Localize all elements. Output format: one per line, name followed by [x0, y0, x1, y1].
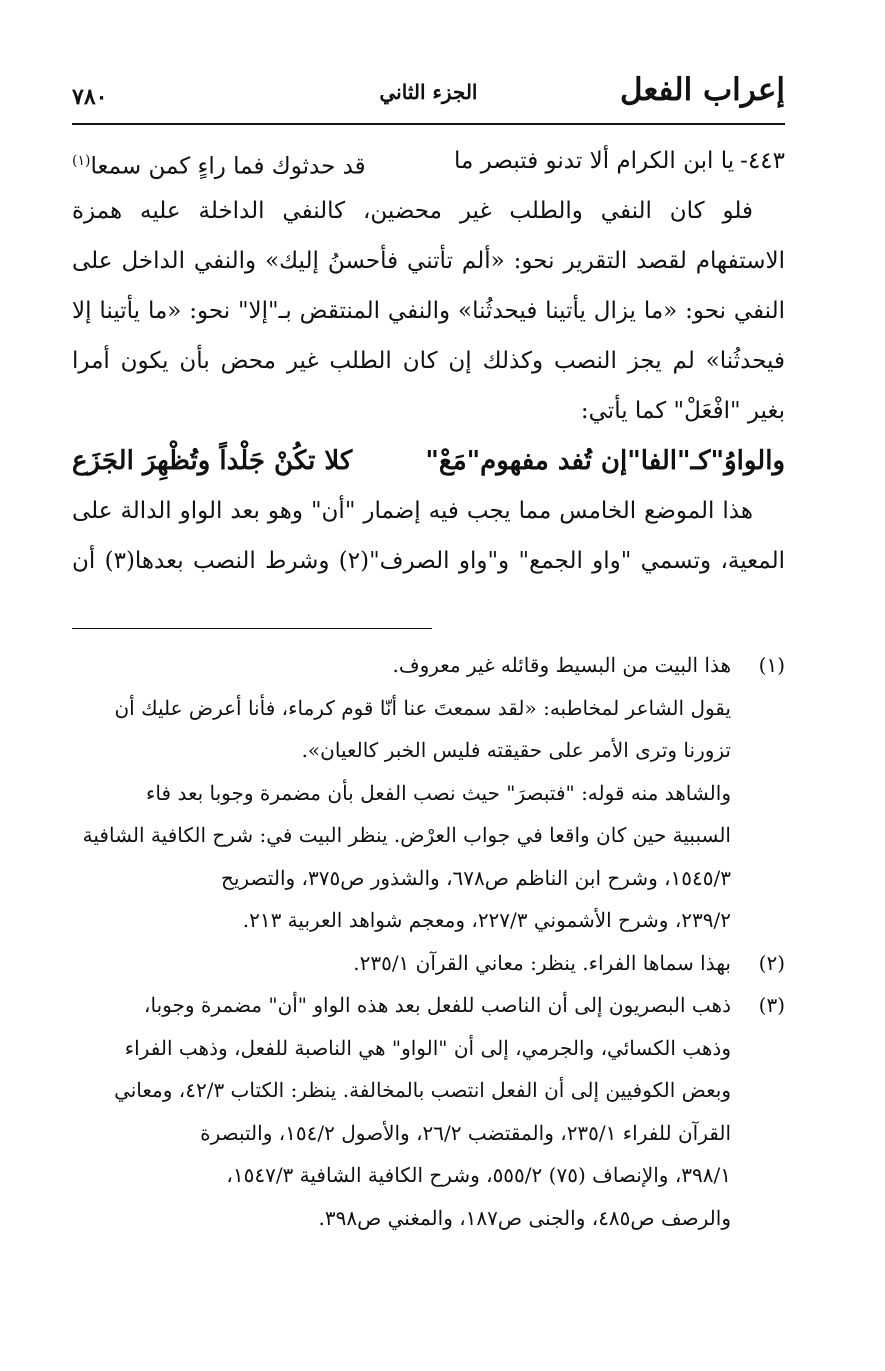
footnote-rule — [72, 628, 432, 629]
footnote-label: (١) — [758, 653, 785, 677]
footnote-1-line: يقول الشاعر لمخاطبه: «لقد سمعتَ عنا أنّا قوم كرماء، فأنا أعرض عليك أن — [114, 695, 731, 720]
verse-number: ٤٤٣- — [740, 148, 785, 174]
text-line: النفي نحو: «ما يزال يأتينا فيحدثُنا» والنفي المنتقض بـ"إلا" نحو: «ما يأتينا إلا — [72, 298, 785, 324]
footnote-3-line: وذهب الكسائي، والجرمي، إلى أن "الواو" هي الناصبة للفعل، وذهب الفراء — [124, 1035, 731, 1060]
running-header — [72, 66, 785, 114]
footnote-ref-1: (١) — [72, 153, 91, 169]
book-title: إعراب الفعل — [620, 72, 785, 108]
verse-second-half: قد حدثوك فما راءٍ كمن سمعا$^{(١)}$ — [72, 153, 366, 180]
text-line: هذا الموضع الخامس مما يجب فيه إضمار "أن" وهو بعد الواو الدالة على — [72, 498, 753, 524]
footnotes — [72, 644, 785, 1239]
footnote-3-line: والرصف ص٤٨٥، والجنى ص١٨٧، والمغني ص٣٩٨. — [318, 1205, 731, 1230]
poem-first-half: والواوُ"كـ"الفا"إن تُفد مفهوم"مَعْ" — [425, 446, 785, 476]
text-line: فيحدثُنا» لم يجز النصب وكذلك إن كان الطلب غير محض بأن يكون أمرا — [72, 348, 785, 374]
main-text — [72, 136, 785, 586]
footnote-3-line: وبعض الكوفيين إلى أن الفعل انتصب بالمخالفة. ينظر: الكتاب ٤٢/٣، ومعاني — [114, 1078, 731, 1102]
footnote-label: (٢) — [758, 950, 785, 975]
text-line: المعية، وتسمي "واو الجمع" و"واو الصرف"(٢) وشرط النصب بعدها(٣) أن — [72, 548, 785, 574]
footnote-1-line: ١٥٤٥/٣، وشرح ابن الناظم ص٦٧٨، والشذور ص٣٧٥، والتصريح — [220, 865, 731, 890]
footnote-3-line: ٣٩٨/١، والإنصاف (٧٥) ٥٥٥/٢، وشرح الكافية الشافية ١٥٤٧/٣، — [226, 1163, 731, 1187]
part-label: الجزء الثاني — [379, 80, 478, 104]
footnote-1-line: تزورنا وترى الأمر على حقيقته فليس الخبر كالعيان». — [301, 738, 731, 762]
footnote-1-line: السببية حين كان واقعا في جواب العرْض. ينظر البيت في: شرح الكافية الشافية — [82, 823, 731, 847]
footnote-3-line: (٣)ذهب البصريون إلى أن الناصب للفعل بعد هذه الواو "أن" مضمرة وجوبا، — [72, 984, 785, 1027]
footnote-1-line: (١)هذا البيت من البسيط وقائله غير معروف. — [72, 644, 785, 687]
poem-second-half: كلا تكُنْ جَلْداً وتُظْهِرَ الجَزَع — [72, 446, 353, 476]
text-line: الاستفهام لقصد التقرير نحو: «ألم تأتني فأحسنُ إليك» والنفي الداخل على — [72, 248, 785, 274]
footnote-3-line: القرآن للفراء ٢٣٥/١، والمقتضب ٢٦/٢، والأصول ١٥٤/٢، والتبصرة — [200, 1120, 731, 1145]
footnote-label: (٣) — [758, 993, 785, 1017]
footnote-1-line: والشاهد منه قوله: "فتبصرَ" حيث نصب الفعل بأن مضمرة وجوبا بعد فاء — [146, 780, 731, 805]
text-line: فلو كان النفي والطلب غير محضين، كالنفي الداخلة عليه همزة — [72, 198, 753, 224]
verse-first-half: ٤٤٣-يا ابن الكرام ألا تدنو فتبصر ما — [454, 148, 785, 174]
footnote-2-line: (٢)بهذا سماها الفراء. ينظر: معاني القرآن ٢٣٥/١. — [72, 942, 785, 985]
footnote-1-line: ٢٣٩/٢، وشرح الأشموني ٢٢٧/٣، ومعجم شواهد العربية ٢١٣. — [242, 908, 731, 932]
verse-443 — [72, 136, 785, 186]
header-rule — [72, 123, 785, 125]
text-line: بغير "افْعَلْ" كما يأتي: — [580, 398, 785, 424]
page-number: ٧٨٠ — [72, 84, 108, 110]
poem-line — [72, 436, 785, 486]
